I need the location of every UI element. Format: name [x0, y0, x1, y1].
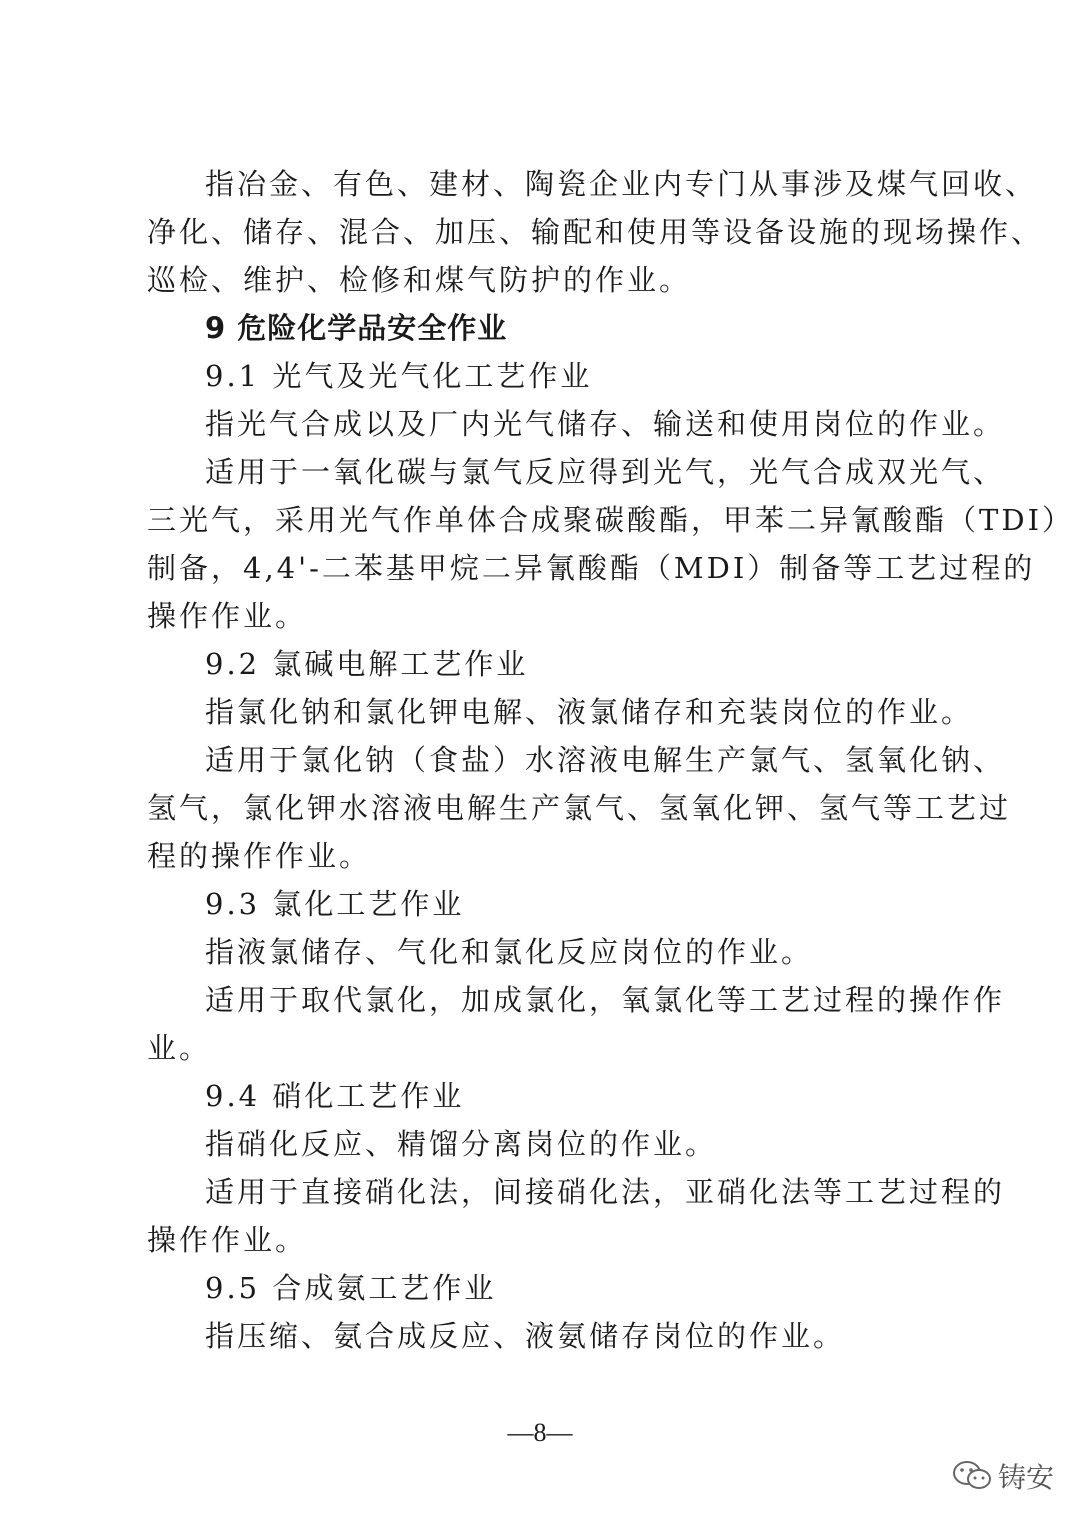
text-line: 指光气合成以及厂内光气储存、输送和使用岗位的作业。 — [205, 407, 1006, 441]
text-line: 指硝化反应、精馏分离岗位的作业。 — [205, 1127, 718, 1161]
text-line: 指压缩、氨合成反应、液氨储存岗位的作业。 — [205, 1319, 846, 1353]
text-line: 操作作业。 — [147, 1223, 308, 1257]
section-heading: 9 危险化学品安全作业 — [205, 311, 508, 345]
body-text — [147, 160, 1075, 1360]
text-line: 9.3 氯化工艺作业 — [205, 887, 465, 921]
text-line: 适用于直接硝化法，间接硝化法，亚硝化法等工艺过程的 — [205, 1175, 1006, 1209]
watermark-text: 铸安 — [998, 1461, 1055, 1494]
text-line: 指氯化钠和氯化钾电解、液氯储存和充装岗位的作业。 — [205, 695, 974, 729]
text-line: 三光气，采用光气作单体合成聚碳酸酯，甲苯二异氰酸酯（TDI） — [147, 503, 1075, 537]
text-line: 适用于一氧化碳与氯气反应得到光气，光气合成双光气、 — [205, 455, 1006, 489]
text-line: 操作作业。 — [147, 599, 308, 633]
text-line: 氢气，氯化钾水溶液电解生产氯气、氢氧化钾、氢气等工艺过 — [147, 791, 1012, 825]
text-line: 净化、储存、混合、加压、输配和使用等设备设施的现场操作、 — [147, 215, 1044, 249]
text-line: 适用于氯化钠（食盐）水溶液电解生产氯气、氢氧化钠、 — [205, 743, 1006, 777]
text-line: 指冶金、有色、建材、陶瓷企业内专门从事涉及煤气回收、 — [205, 167, 1038, 201]
text-line: 9.5 合成氨工艺作业 — [205, 1271, 497, 1305]
wechat-icon — [952, 1459, 992, 1493]
text-line: 指液氯储存、气化和氯化反应岗位的作业。 — [205, 935, 814, 969]
watermark — [952, 1456, 1054, 1496]
text-line: 巡检、维护、检修和煤气防护的作业。 — [147, 263, 692, 297]
page-number: —8— — [507, 1418, 573, 1447]
text-line: 9.4 硝化工艺作业 — [205, 1079, 465, 1113]
text-line: 制备，4,4'-二苯基甲烷二异氰酸酯（MDI）制备等工艺过程的 — [147, 551, 1036, 585]
text-line: 适用于取代氯化，加成氯化，氧氯化等工艺过程的操作作 — [205, 983, 1006, 1017]
text-line: 9.1 光气及光气化工艺作业 — [205, 359, 593, 393]
text-line: 9.2 氯碱电解工艺作业 — [205, 647, 529, 681]
text-line: 业。 — [147, 1031, 212, 1065]
text-line: 程的操作作业。 — [147, 839, 372, 873]
